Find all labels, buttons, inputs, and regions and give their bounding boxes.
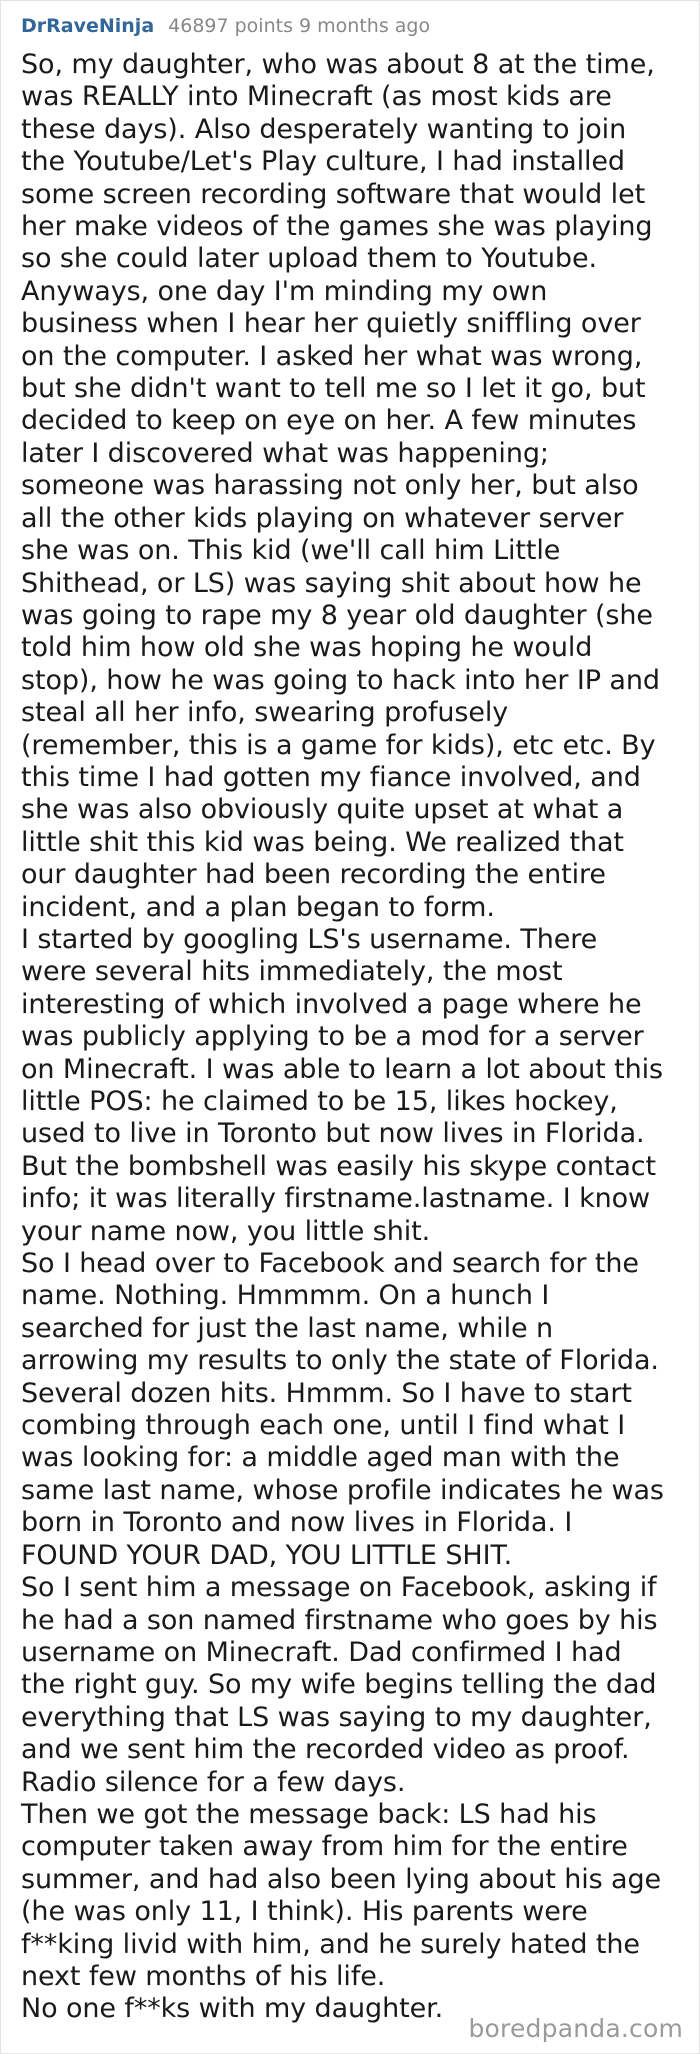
comment-line: Anyways, one day I'm minding my own — [21, 275, 548, 307]
comment-paragraph — [21, 1248, 689, 1572]
comment-paragraph — [21, 924, 689, 1248]
comment-line: Radio silence for a few days. — [21, 1766, 406, 1798]
comment-line: born in Toronto and now lives in Florida. I — [21, 1507, 573, 1539]
comment-paragraph — [21, 1572, 689, 1799]
comment-line: she was on. This kid (we'll call him Little — [21, 535, 561, 567]
comment-line: decided to keep on eye on her. A few minutes — [21, 405, 637, 437]
comment-line: (he was only 11, I think). His parents were — [21, 1896, 588, 1928]
comment-line: So I sent him a message on Facebook, asking if — [21, 1572, 657, 1604]
comment-header — [21, 15, 430, 43]
comment-line: and we sent him the recorded video as proof. — [21, 1734, 630, 1766]
comment-line: was publicly applying to be a mod for a server — [21, 1021, 644, 1053]
comment-line: I started by googling LS's username. There — [21, 923, 598, 955]
comment-line: searched for just the last name, while n — [21, 1312, 553, 1344]
comment-line: So, my daughter, who was about 8 at the time, — [21, 49, 655, 80]
comment-line: on the computer. I asked her what was wrong, — [21, 340, 643, 372]
comment-line: so she could later upload them to Youtube. — [21, 243, 597, 275]
comment-line: steal all her info, swearing profusely — [21, 697, 509, 729]
comment-line: little POS: he claimed to be 15, likes hockey, — [21, 1086, 618, 1117]
comment-line: the Youtube/Let's Play culture, I had installed — [21, 146, 625, 178]
comment-line: name. Nothing. Hmmmm. On a hunch I — [21, 1280, 550, 1312]
comment-line: this time I had gotten my fiance involved, and — [21, 761, 641, 793]
comment-line: later I discovered what was happening; — [21, 437, 549, 469]
comment-line: No one f**ks with my daughter. — [21, 1993, 444, 2025]
comment-line: everything that LS was saying to my daughter, — [21, 1701, 652, 1733]
comment-line: your name now, you little shit. — [21, 1215, 431, 1247]
comment-line: Then we got the message back: LS had his — [21, 1798, 597, 1830]
comment-line: f**king livid with him, and he surely hated the — [21, 1928, 640, 1960]
comment-line: So I head over to Facebook and search for the — [21, 1248, 639, 1280]
comment-line: (remember, this is a game for kids), etc etc. By — [21, 729, 656, 761]
comment-line: stop), how he was going to hack into her IP and — [21, 664, 660, 696]
comment-paragraph — [21, 1799, 689, 1993]
comment-line: computer taken away from him for the entire — [21, 1831, 628, 1863]
comment-line: used to live in Toronto but now lives in Florida. — [21, 1118, 645, 1150]
comment-line: same last name, whose profile indicates he was — [21, 1474, 664, 1506]
comment-line: were several hits immediately, the most — [21, 956, 563, 988]
comment-line: business when I hear her quietly sniffling over — [21, 308, 641, 340]
comment-line: our daughter had been recording the entire — [21, 859, 606, 891]
comment-line: little shit this kid was being. We realized that — [21, 826, 624, 858]
comment-line: info; it was literally firstname.lastname. I know — [21, 1183, 651, 1215]
comment-line: But the bombshell was easily his skype contact — [21, 1150, 656, 1182]
comment-line: Shithead, or LS) was saying shit about how he — [21, 567, 642, 599]
comment-line: on Minecraft. I was able to learn a lot about this — [21, 1053, 663, 1085]
comment-line: username on Minecraft. Dad confirmed I had — [21, 1636, 622, 1668]
comment-line: incident, and a plan began to form. — [21, 891, 495, 923]
comment-line: but she didn't want to tell me so I let it go, but — [21, 373, 646, 405]
comment-line: FOUND YOUR DAD, YOU LITTLE SHIT. — [21, 1539, 513, 1571]
comment-line: was looking for: a middle aged man with the — [21, 1442, 620, 1474]
comment-line: all the other kids playing on whatever server — [21, 502, 624, 534]
comment-line: told him how old she was hoping he would — [21, 632, 593, 664]
comment-line: was going to rape my 8 year old daughter (she — [21, 599, 653, 631]
comment-line: Several dozen hits. Hmmm. So I have to start — [21, 1377, 632, 1409]
author-username[interactable]: DrRaveNinja — [21, 15, 155, 37]
comment-line: summer, and had also been lying about his age — [21, 1863, 662, 1895]
comment-line: she was also obviously quite upset at what a — [21, 794, 624, 826]
comment-line: these days). Also desperately wanting to join — [21, 113, 627, 145]
comment-points: 46897 points — [168, 15, 293, 37]
comment-age: 9 months ago — [299, 15, 431, 37]
comment-line: interesting of which involved a page where he — [21, 988, 642, 1020]
comment-body — [21, 49, 689, 2026]
source-watermark: boredpanda.com — [468, 2014, 683, 2043]
comment-line: the right guy. So my wife begins telling the dad — [21, 1669, 657, 1701]
comment-line: he had a son named firstname who goes by his — [21, 1604, 658, 1636]
comment-paragraph — [21, 49, 689, 924]
comment-line: arrowing my results to only the state of Florida. — [21, 1345, 659, 1377]
comment-line: combing through each one, until I find what I — [21, 1410, 626, 1442]
comment-line: someone was harassing not only her, but also — [21, 470, 639, 502]
comment-line: was REALLY into Minecraft (as most kids are — [21, 81, 612, 113]
comment-line: her make videos of the games she was playing — [21, 211, 653, 243]
comment-line: next few months of his life. — [21, 1960, 386, 1992]
comment-line: some screen recording software that would let — [21, 178, 646, 210]
